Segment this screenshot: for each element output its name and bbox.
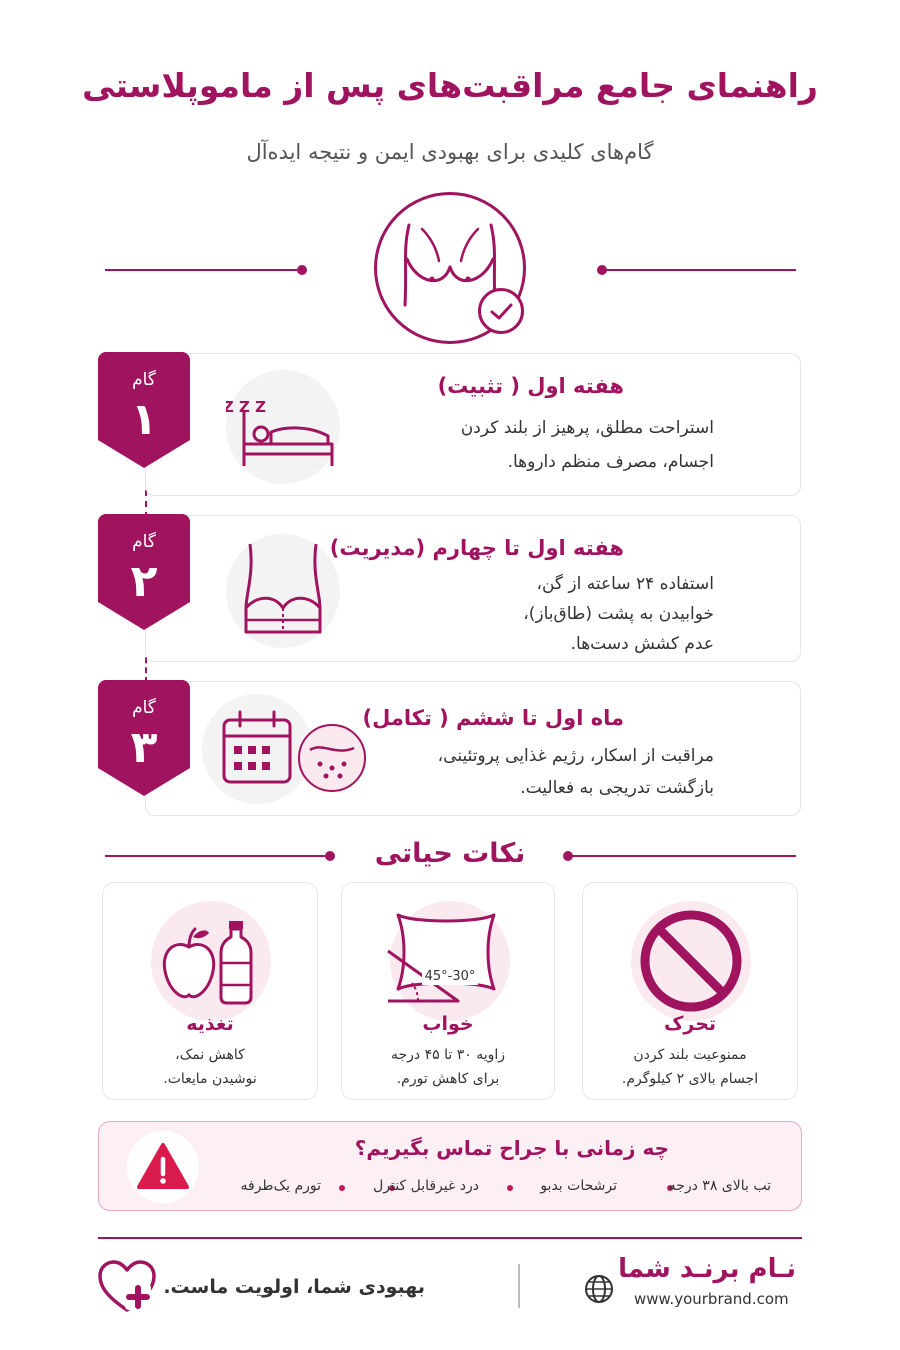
step-desc-line: مراقبت از اسکار، رژیم غذایی پروتئینی، [437,746,714,766]
alert-item: ترشحات بدبو [540,1178,617,1194]
heart-plus-icon [96,1258,158,1316]
tip-card-nutrition [102,882,318,1100]
footer-slogan: بهبودی شما، اولویت ماست. [163,1276,425,1298]
hero-divider-right [606,269,796,271]
bullet [339,1185,345,1191]
step-heading: هفته اول تا چهارم (مدیریت) [329,536,624,560]
angle-label: 30°-45° [424,969,476,984]
step-badge-number: ۲ [130,556,158,607]
website-link[interactable]: www.yourbrand.com [634,1290,789,1308]
alert-item: درد غیرقابل کنترل [373,1178,479,1194]
skin-scar-icon [298,724,366,792]
tip-card-sleep [341,882,555,1100]
tips-divider-right [572,855,796,857]
warning-icon [127,1131,199,1203]
no-entry-icon [631,901,751,1021]
footer-divider [98,1237,802,1239]
step-card-3 [145,681,801,816]
step-desc-line: بازگشت تدریجی به فعالیت. [520,778,714,798]
step-badge-word: گام [132,532,156,552]
tip-desc: زاویه ۳۰ تا ۴۵ درجه برای کاهش تورم. [390,1047,506,1087]
step-card-1 [145,353,801,496]
alert-item: تب بالای ۳۸ درجه [668,1178,771,1194]
sleeping-in-bed-icon [226,370,340,484]
pillow-angle-icon [390,901,510,1021]
step-badge-3 [98,680,190,796]
tip-title: خواب [422,1013,474,1035]
page-title: راهنمای جامع مراقبت‌های پس از ماموپلاستی [82,66,818,105]
footer-separator [518,1264,520,1308]
hero-divider-left [105,269,297,271]
step-desc-line: استفاده ۲۴ ساعته از گن، [536,574,714,594]
tip-title: تحرک [663,1013,717,1035]
hero-divider-dot-left [297,265,307,275]
page-subtitle: گام‌های کلیدی برای بهبودی ایمن و نتیجه ایده‌آل [246,140,654,164]
globe-icon [582,1272,616,1306]
step-desc-line: عدم کشش دست‌ها. [570,634,714,654]
alert-title: چه زمانی با جراح تماس بگیریم؟ [354,1136,669,1160]
alert-item: تورم یک‌طرفه [240,1178,321,1194]
step-badge-word: گام [132,698,156,718]
step-badge-word: گام [132,370,156,390]
step-badge-number: ۱ [130,394,158,445]
step-badge-1 [98,352,190,468]
brand-name: نـام برنـد شما [618,1254,796,1284]
tips-section-title: نکات حیاتی [374,838,526,869]
calendar-icon [202,694,312,804]
tip-desc: کاهش نمک، نوشیدن مایعات. [163,1047,257,1087]
compression-bra-icon [226,534,340,648]
sleep-z-text: Z Z Z [226,398,266,416]
step-desc-line: خوابیدن به پشت (طاق‌باز)، [523,604,714,624]
step-badge-number: ۳ [130,722,158,773]
step-badge-2 [98,514,190,630]
tip-title: تغذیه [186,1013,234,1035]
check-icon [478,288,524,334]
step-heading: ماه اول تا ششم ( تکامل) [362,706,624,730]
step-heading: هفته اول ( تثبیت) [437,374,624,398]
step-desc-line: استراحت مطلق، پرهیز از بلند کردن [460,418,714,438]
step-card-2 [145,515,801,662]
step-desc-line: اجسام، مصرف منظم داروها. [507,452,714,472]
surgeon-contact-alert [98,1121,802,1211]
tip-card-movement [582,882,798,1100]
bullet [507,1185,513,1191]
apple-water-icon [151,901,271,1021]
tip-desc: ممنوعیت بلند کردن اجسام بالای ۲ کیلوگرم. [621,1047,759,1087]
